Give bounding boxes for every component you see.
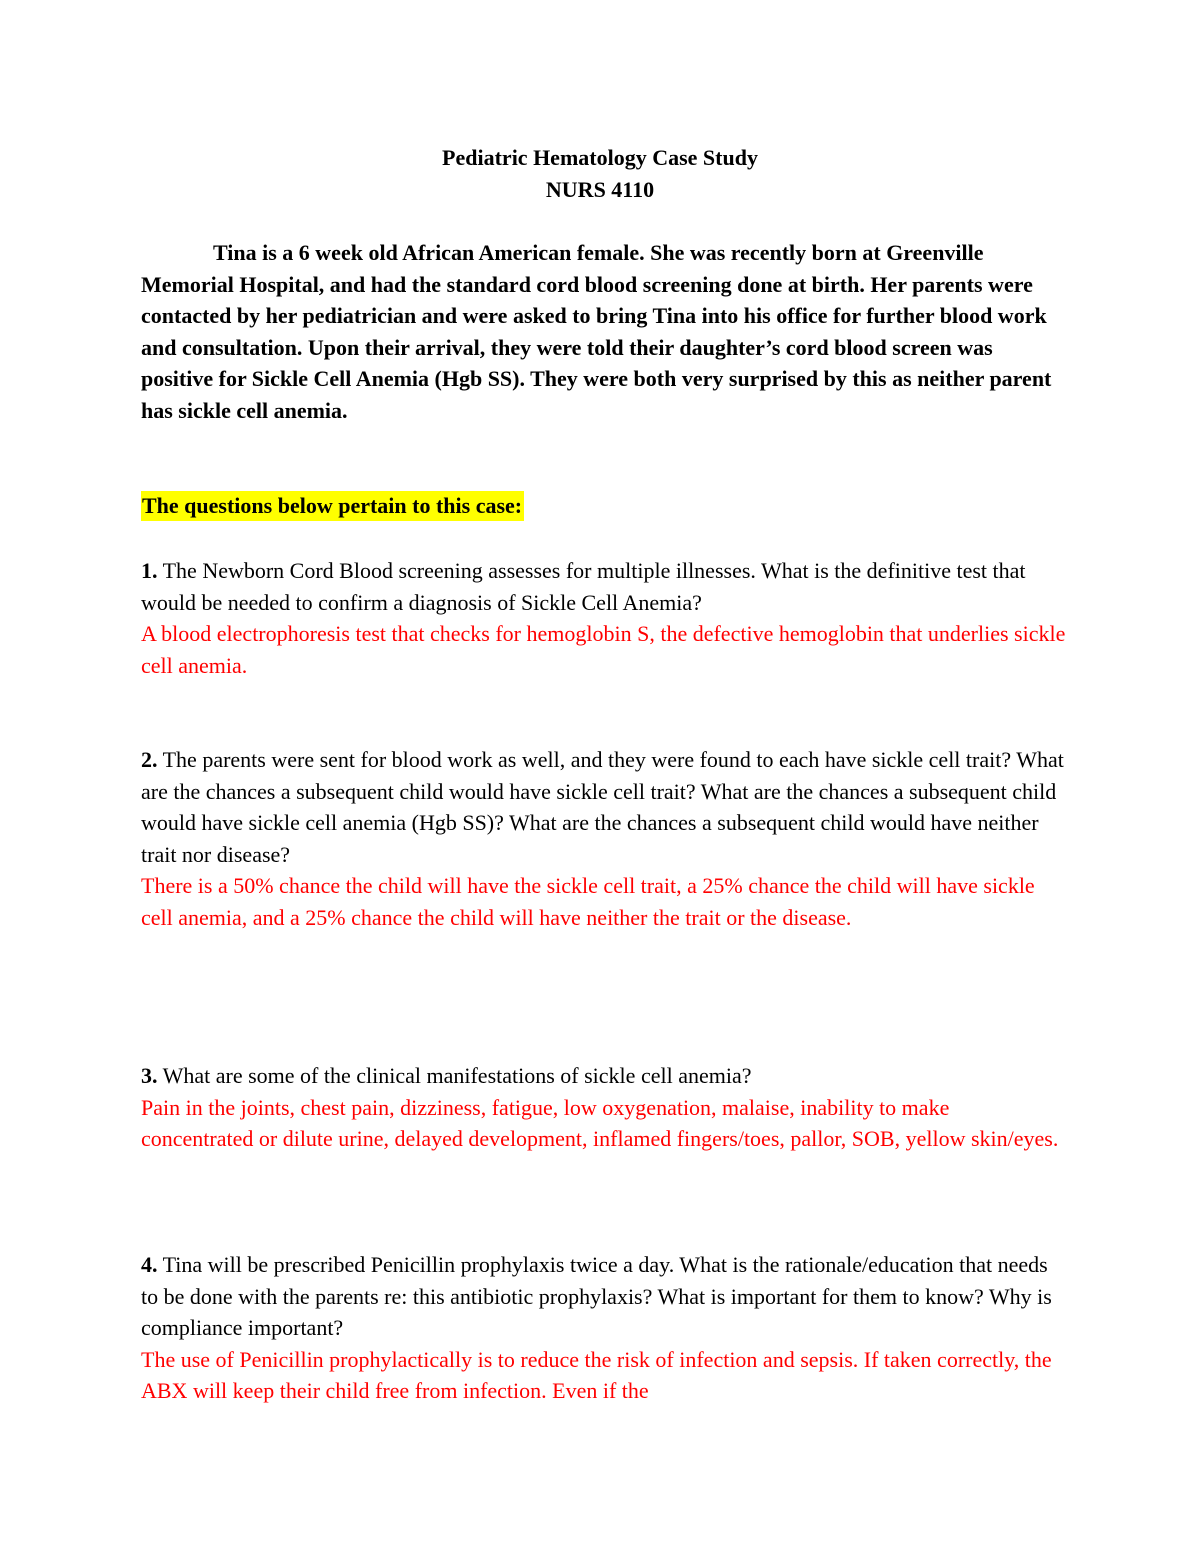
question-block-2 [141, 744, 1066, 933]
case-intro: Tina is a 6 week old African American female. She was recently born at Greenville Memorial Hospital, and had the standard cord blood screening done at birth. Her parents were contacted by her pediatrician and were asked to bring Tina into his office for further blood work and consultation. Upon their arrival, they were told their daughter’s cord blood screen was positive for Sickle Cell Anemia (Hgb SS). They were both very surprised by this as neither parent has sickle cell anemia. [141, 240, 1052, 423]
question-number: 4. [141, 1252, 158, 1277]
answer-2: There is a 50% chance the child will have the sickle cell trait, a 25% chance the child will have sickle cell anemia, and a 25% chance the child will have neither the trait or the disease. [141, 873, 1035, 930]
document-header [0, 142, 1200, 206]
question-number: 1. [141, 558, 158, 583]
question-block-1 [141, 555, 1066, 681]
question-number: 2. [141, 747, 158, 772]
question-2 [141, 744, 1066, 870]
question-text: The parents were sent for blood work as well, and they were found to each have sickle cell trait? What are the chances a subsequent child would have sickle cell trait? What are the chances a subsequent child would have sickle cell anemia (Hgb SS)? What are the chances a subsequent child would have neither trait nor disease? [141, 747, 1064, 867]
course-code: NURS 4110 [545, 177, 655, 202]
question-3 [141, 1060, 1066, 1092]
document-title: Pediatric Hematology Case Study [442, 145, 758, 170]
question-text: What are some of the clinical manifestations of sickle cell anemia? [162, 1063, 752, 1088]
question-number: 3. [141, 1063, 158, 1088]
answer-3: Pain in the joints, chest pain, dizziness, fatigue, low oxygenation, malaise, inability to make concentrated or dilute urine, delayed development, inflamed fingers/toes, pallor, SOB, yellow skin/eyes. [141, 1094, 1059, 1151]
answer-4: The use of Penicillin prophylactically is to reduce the risk of infection and sepsis. If taken correctly, the ABX will keep their child free from infection. Even if the [141, 1346, 1052, 1403]
question-text: Tina will be prescribed Penicillin prophylaxis twice a day. What is the rationale/education that needs to be done with the parents re: this antibiotic prophylaxis? What is important for them to know? Why is compliance important? [141, 1252, 1052, 1340]
answer-1: A blood electrophoresis test that checks for hemoglobin S, the defective hemoglobin that underlies sickle cell anemia. [141, 621, 1066, 678]
question-text: The Newborn Cord Blood screening assesses for multiple illnesses. What is the definitive test that would be needed to confirm a diagnosis of Sickle Cell Anemia? [141, 558, 1026, 615]
question-4 [141, 1249, 1066, 1344]
question-block-3 [141, 1060, 1066, 1155]
question-block-4 [141, 1249, 1066, 1407]
questions-heading: The questions below pertain to this case: [141, 491, 524, 521]
question-1 [141, 555, 1066, 618]
